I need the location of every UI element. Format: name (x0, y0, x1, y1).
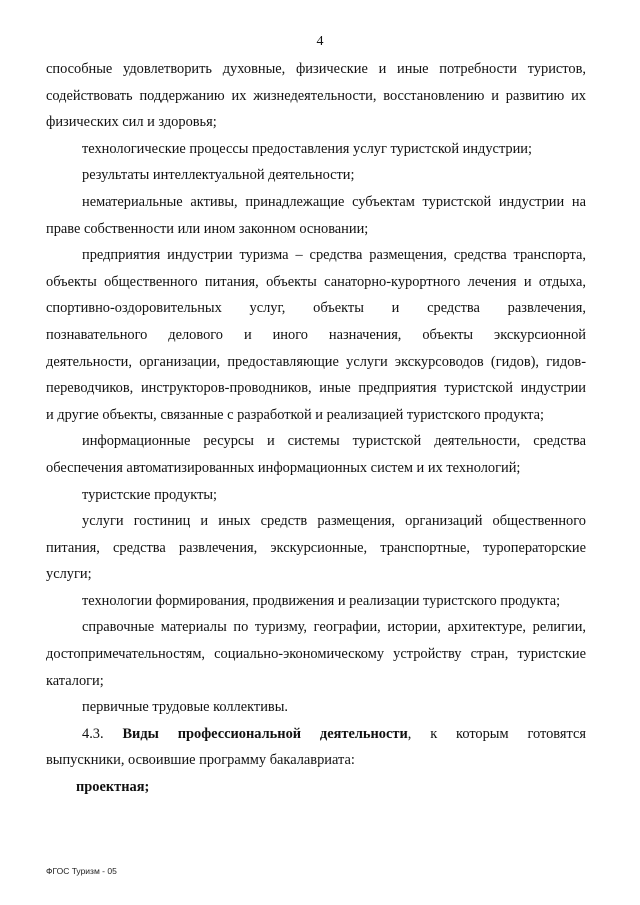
document-body (46, 56, 586, 801)
text-line: услуги гостиниц и иных средств размещения, организаций общественного (82, 513, 586, 530)
activity-type (46, 774, 586, 801)
activity-type-label: проектная; (76, 779, 150, 796)
paragraph: первичные трудовые коллективы. (82, 699, 288, 716)
page-number: 4 (316, 34, 324, 49)
text-line: предприятия индустрии туризма – средства размещения, средства транспорта, (82, 247, 586, 264)
text-line: объекты общественного питания, объекты санаторно-курортного лечения и отдыха, (46, 273, 586, 290)
text-line: физических сил и здоровья; (46, 114, 217, 131)
text-line: достопримечательностям, социально-экономическому устройству стран, туристские (46, 646, 586, 663)
text-line: услуги; (46, 566, 92, 583)
text-line: содействовать поддержанию их жизнедеятельности, восстановлению и развитию их (46, 87, 586, 104)
paragraph (46, 56, 586, 136)
paragraph (46, 428, 586, 481)
text-line: выпускники, освоившие программу бакалавриата: (46, 752, 355, 769)
paragraph (46, 242, 586, 428)
text-line: спортивно-оздоровительных услуг, объекты и средства развлечения, (46, 300, 586, 317)
text-line: питания, средства развлечения, экскурсионные, транспортные, туроператорские (46, 539, 586, 556)
text-line: нематериальные активы, принадлежащие субъектам туристской индустрии на (82, 193, 586, 210)
text-line: деятельности, организации, предоставляющие услуги экскурсоводов (гидов), гидов- (46, 353, 586, 370)
section-heading-rest: , к которым готовятся (407, 725, 586, 742)
paragraph: технологические процессы предоставления услуг туристской индустрии; (82, 140, 533, 157)
footer-label: ФГОС Туризм - 05 (46, 866, 117, 876)
text-line: познавательного делового и иного назначения, объекты экскурсионной (46, 326, 586, 343)
text-line: праве собственности или ином законном основании; (46, 220, 369, 237)
text-line: каталоги; (46, 672, 104, 689)
section-number: 4.3. (82, 725, 104, 742)
section-paragraph (46, 721, 586, 774)
paragraph (46, 189, 586, 242)
text-line: обеспечения автоматизированных информационных систем и их технологий; (46, 459, 521, 476)
paragraph (46, 508, 586, 588)
text-line: и другие объекты, связанные с разработкой и реализацией туристского продукта; (46, 406, 544, 423)
text-line: способные удовлетворить духовные, физические и иные потребности туристов, (46, 61, 586, 77)
paragraph (46, 614, 586, 694)
paragraph: туристские продукты; (82, 486, 218, 503)
paragraph: результаты интеллектуальной деятельности; (82, 167, 355, 184)
paragraph: технологии формирования, продвижения и реализации туристского продукта; (82, 592, 561, 609)
section-heading-bold: Виды профессиональной деятельности (122, 725, 408, 742)
text-line: информационные ресурсы и системы туристской деятельности, средства (82, 433, 586, 450)
text-line: справочные материалы по туризму, географии, истории, архитектуре, религии, (82, 619, 586, 636)
text-line: переводчиков, инструкторов-проводников, иные предприятия туристской индустрии (46, 380, 586, 397)
section-heading-line (46, 721, 586, 748)
